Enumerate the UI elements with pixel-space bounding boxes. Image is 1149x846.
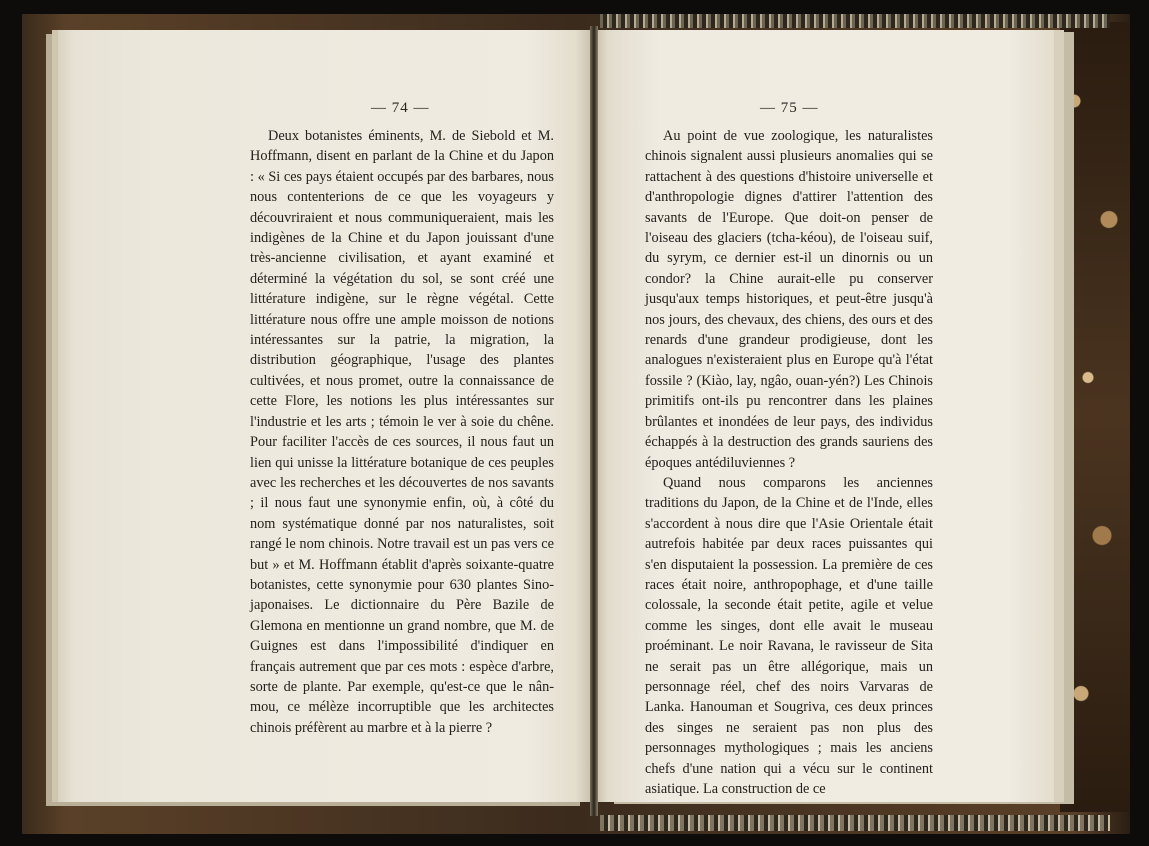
left-paragraph-1: Deux botanistes éminents, M. de Siebold et M. Hoffmann, disent en parlant de la Chine et du Japon : « Si ces pays étaient occupés par des barbares, nous nous contenterions de ce que les voyageurs y découvriraient et nous communiqueraient, mais les indigènes de la Chine et du Japon jouissant d'une très-ancienne civilisation, et ayant examiné et déterminé la végétation du sol, se sont créé une littérature indigène, sur le règne végétal. Cette littérature nous offre une ample moisson de notions intéressantes sur la patrie, la migration, la distribution géographique, l'usage des plantes cultivées, et nous promet, outre la connaissance de cette Flore, les notions les plus intéressantes sur l'industrie et les arts ; témoin le ver à soie du chêne. Pour faciliter l'accès de ces sources, il nous faut un lien qui unisse la littérature botanique de ces peuples avec les recherches et les découvertes de nos savants ; il nous faut une synonymie enfin, où, à côté du nom systématique donné par nos naturalistes, soit rangé le nom chinois. Notre travail est un pas vers ce but » et M. Hoffmann établit d'après soixante-quatre botanistes, cette synonymie pour 630 plantes Sino-japonaises. Le dictionnaire du Père Bazile de Glemona en mentionne un grand nombre, que M. de Guignes est dans l'impossibilité d'indiquer en français autrement que par ces mots : espèce d'arbre, sorte de plante. Par exemple, qu'est-ce que le nân-mou, ce mélèze incorruptible que les architectes chinois préfèrent au marbre et à la pierre ? [250, 128, 554, 736]
left-page-number: — 74 — [371, 100, 430, 116]
page-block-bottom-edge [600, 815, 1110, 831]
left-page-body [250, 126, 554, 738]
page-block-top-edge [600, 14, 1110, 28]
right-paragraph-2: Quand nous comparons les anciennes traditions du Japon, de la Chine et de l'Inde, elles s'accordent à nous dire que l'Asie Orientale était autrefois habitée par deux races puissantes qui s'en disputaient la possession. La première de ces races était noire, anthropophage, et d'une taille colossale, la seconde était petite, agile et velue comme les singes, dont elle avait le museau proéminant. Le noir Ravana, le ravisseur de Sita ne serait pas un être allégorique, mais un personnage réel, chef des noirs Varvaras de Lanka. Hanouman et Sougriva, ces deux princes des singes ne seraient pas non plus des personnages mythologiques ; mais les anciens chefs d'une nation qui a vécu sur le continent asiatique. La construction de ce [645, 474, 933, 797]
right-page-body [645, 126, 933, 799]
right-page-number: — 75 — [760, 100, 819, 116]
right-paragraph-1: Au point de vue zoologique, les naturalistes chinois signalent aussi plusieurs anomalies qui se rattachent à des questions d'histoire universelle et d'anthropologie dignes d'attirer l'attention des savants de l'Europe. Que doit-on penser de l'oiseau des glaciers (tcha-kéou), de l'oiseau suif, du syrym, ce dernier est-il un dinornis ou un condor? la Chine aurait-elle pu conserver jusqu'aux temps historiques, et peut-être jusqu'à nos jours, des chevaux, des chiens, des ours et des renards d'une grandeur prodigieuse, dont les analogues n'existeraient plus en Europe qu'à l'état fossile ? (Kiào, lay, ngâo, ouan-yén?) Les Chinois primitifs ont-ils pu rencontrer dans les plaines brûlantes et inondées de leur pays, des individus échappés à la destruction des grands sauriens des époques antédiluviennes ? [645, 128, 933, 471]
book-gutter [590, 26, 598, 816]
marbled-edge [1060, 22, 1130, 812]
